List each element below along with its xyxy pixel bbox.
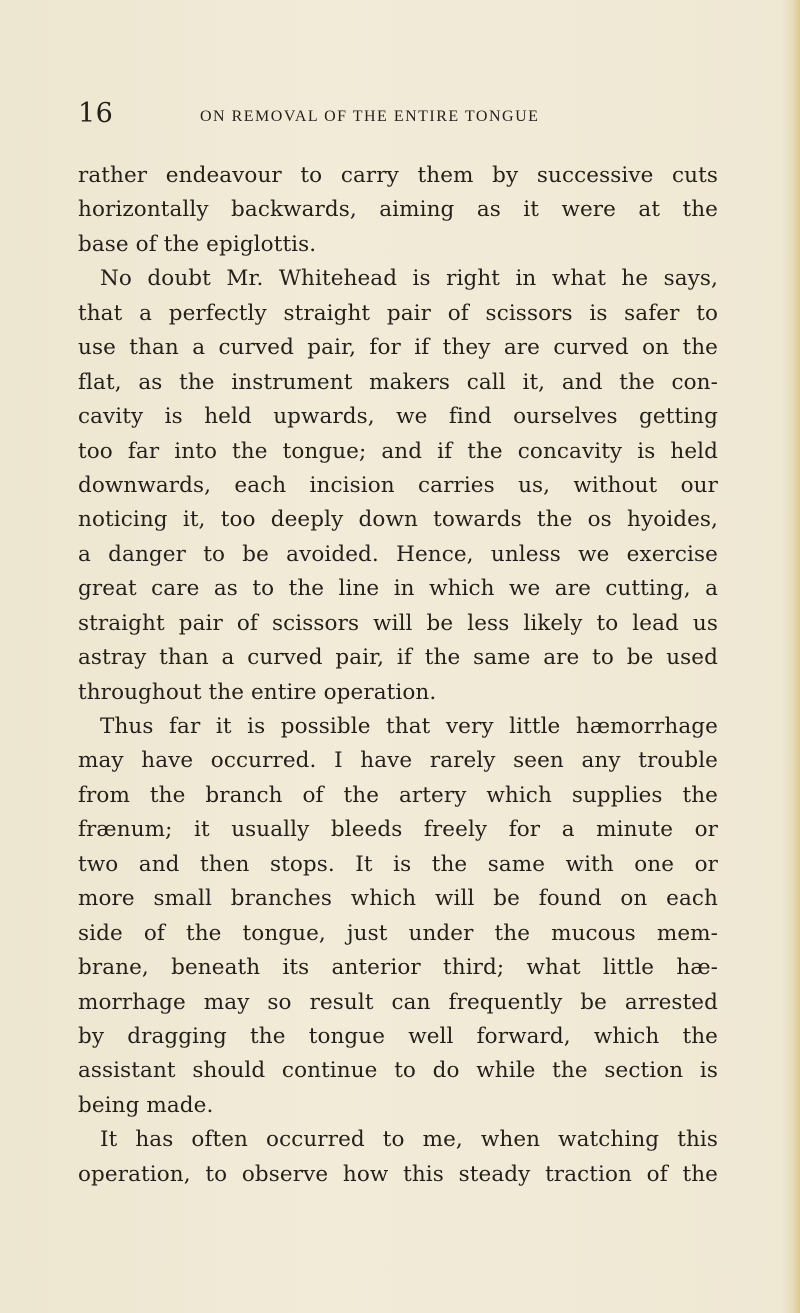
text-line: Thus far it is possible that very little hæmorrhage	[100, 714, 718, 739]
text-line: two and then stops. It is the same with one or	[78, 851, 718, 877]
text-line: cavity is held upwards, we find ourselves getting	[78, 404, 718, 430]
text-line: flat, as the instrument makers call it, and the con-	[78, 369, 718, 395]
text-line: from the branch of the artery which supplies the	[78, 782, 718, 808]
text-line: downwards, each incision carries us, without our	[78, 472, 718, 498]
text-line: side of the tongue, just under the mucous mem-	[78, 920, 718, 946]
text-line: may have occurred. I have rarely seen any trouble	[78, 748, 718, 774]
text-line: that a perfectly straight pair of scissors is safer to	[78, 300, 718, 326]
text-line: being made.	[78, 1092, 214, 1118]
text-line: rather endeavour to carry them by successive cuts	[78, 163, 718, 188]
page-number: 16	[78, 98, 114, 129]
text-line: more small branches which will be found on each	[78, 886, 718, 912]
text-line: great care as to the line in which we are cutting, a	[78, 576, 718, 602]
text-line: noticing it, too deeply down towards the os hyoides,	[78, 507, 718, 533]
text-line: horizontally backwards, aiming as it were at the	[78, 197, 718, 223]
text-line: It has often occurred to me, when watching this	[100, 1127, 718, 1153]
body-text	[78, 159, 718, 1192]
text-line: throughout the entire operation.	[78, 679, 437, 705]
text-line: base of the epiglottis.	[78, 231, 317, 257]
text-line: morrhage may so result can frequently be arrested	[78, 989, 718, 1015]
text-line: No doubt Mr. Whitehead is right in what he says,	[100, 266, 718, 292]
page-edge	[782, 0, 800, 1313]
text-line: a danger to be avoided. Hence, unless we exercise	[78, 541, 718, 567]
text-line: straight pair of scissors will be less likely to lead us	[78, 610, 718, 636]
text-line: assistant should continue to do while the section is	[78, 1058, 718, 1084]
text-line: by dragging the tongue well forward, which the	[78, 1023, 718, 1049]
text-line: astray than a curved pair, if the same are to be used	[78, 645, 718, 671]
text-line: operation, to observe how this steady traction of the	[78, 1161, 718, 1187]
page-header	[78, 98, 718, 138]
running-head: ON REMOVAL OF THE ENTIRE TONGUE	[200, 108, 540, 125]
text-line: too far into the tongue; and if the concavity is held	[78, 438, 718, 464]
text-line: brane, beneath its anterior third; what little hæ-	[78, 955, 718, 981]
text-line: use than a curved pair, for if they are curved on the	[78, 335, 718, 361]
text-line: frænum; it usually bleeds freely for a minute or	[78, 817, 718, 843]
